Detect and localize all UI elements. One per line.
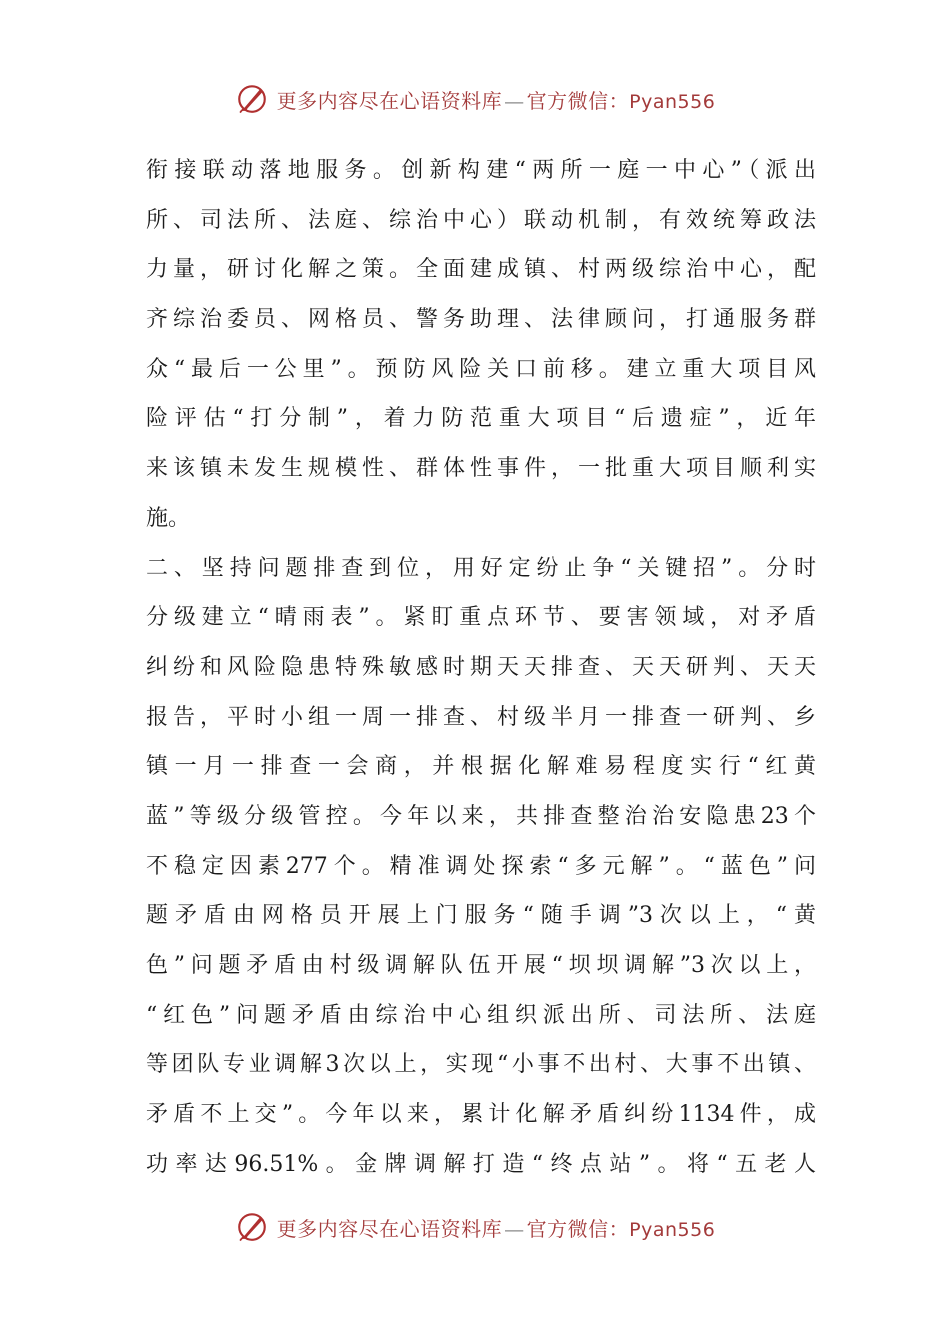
- text-line: 齐综治委员、网格员、警务助理、法律顾问，打通服务群: [146, 307, 816, 333]
- watermark-text: [277, 85, 716, 114]
- text-line: 色”问题矛盾由村级调解队伍开展“坝坝调解”3次以上，: [146, 953, 816, 978]
- text-line: 纠纷和风险隐患特殊敏感时期天天排查、天天研判、天天: [146, 654, 816, 680]
- text-line: “红色”问题矛盾由综治中心组织派出所、司法所、法庭: [146, 1002, 816, 1028]
- quill-logo-icon: [235, 82, 269, 116]
- text-line: 施。: [146, 505, 191, 531]
- document-body: [146, 146, 816, 1189]
- watermark-brand: 更多内容尽在心语资料库: [276, 88, 503, 113]
- text-line: 力量，研讨化解之策。全面建成镇、村两级综治中心，配: [146, 257, 816, 283]
- text-line: 不稳定因素277个。精准调处探索“多元解”。“蓝色”问: [146, 853, 816, 879]
- section-heading-line: 二、坚持问题排查到位，用好定纷止争“关键招”。分时: [146, 555, 816, 581]
- text-line: 矛盾不上交”。今年以来，累计化解矛盾纠纷1134件，成: [146, 1102, 816, 1128]
- watermark-text: [277, 1213, 716, 1242]
- text-line: 题矛盾由网格员开展上门服务“随手调”3次以上，“黄: [146, 903, 816, 929]
- watermark-label: 官方微信：: [526, 88, 630, 113]
- text-line: 分级建立“晴雨表”。紧盯重点环节、要害领域，对矛盾: [146, 605, 816, 631]
- text-line: 衔接联动落地服务。创新构建“两所一庭一中心”（派出: [146, 158, 816, 183]
- watermark-label: 官方微信：: [526, 1216, 630, 1241]
- watermark-brand: 更多内容尽在心语资料库: [276, 1216, 503, 1241]
- text-line: 险评估“打分制”，着力防范重大项目“后遗症”，近年: [146, 406, 816, 432]
- text-line: 众“最后一公里”。预防风险关口前移。建立重大项目风: [146, 356, 816, 382]
- header-watermark: [0, 82, 950, 116]
- text-line: 功率达96.51%。金牌调解打造“终点站”。将“五老人: [146, 1151, 816, 1177]
- watermark-handle: Pyan556: [629, 90, 716, 113]
- quill-logo-icon: [235, 1210, 269, 1244]
- text-line: 等团队专业调解3次以上，实现“小事不出村、大事不出镇、: [146, 1052, 816, 1078]
- text-line: 蓝”等级分级管控。今年以来，共排查整治治安隐患23个: [146, 803, 816, 829]
- text-line: 来该镇未发生规模性、群体性事件，一批重大项目顺利实: [146, 456, 816, 482]
- text-line: 报告，平时小组一周一排查、村级半月一排查一研判、乡: [146, 704, 816, 730]
- watermark-handle: Pyan556: [629, 1218, 716, 1241]
- text-line: 所、司法所、法庭、综治中心）联动机制，有效统筹政法: [146, 207, 816, 233]
- watermark-separator: —: [504, 1216, 525, 1241]
- footer-watermark: [0, 1210, 950, 1244]
- watermark-separator: —: [504, 88, 525, 113]
- text-line: 镇一月一排查一会商，并根据化解难易程度实行“红黄: [146, 754, 816, 780]
